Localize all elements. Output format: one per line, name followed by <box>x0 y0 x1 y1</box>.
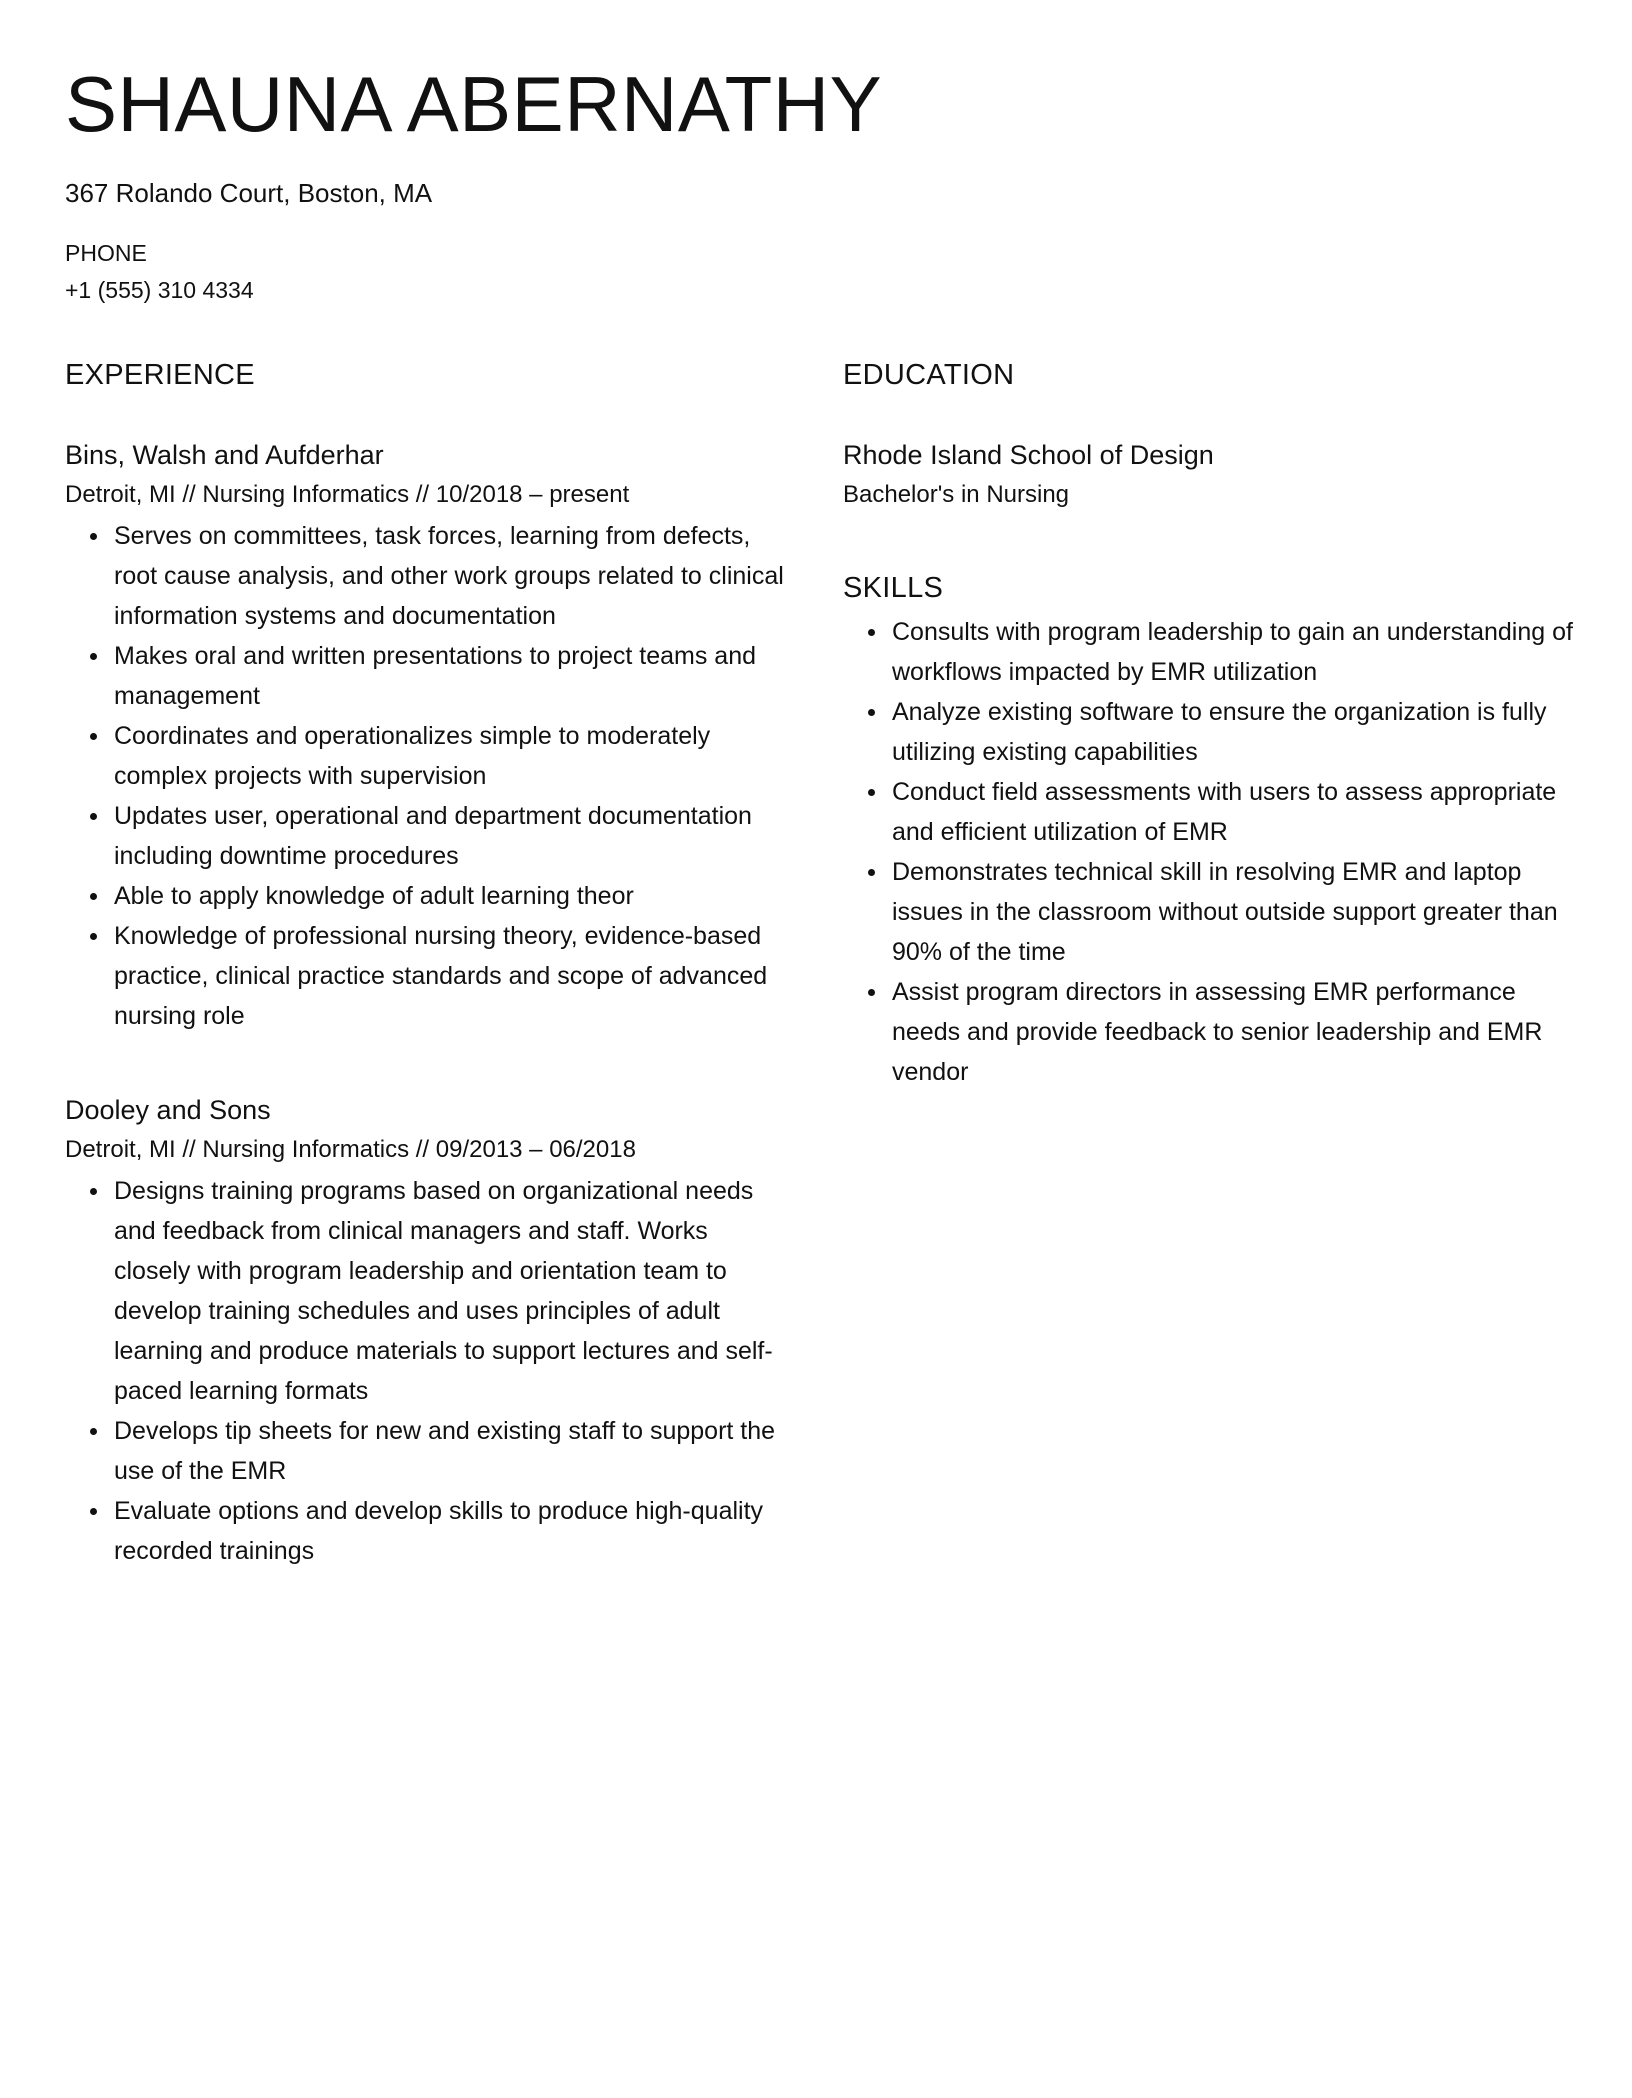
candidate-name: SHAUNA ABERNATHY <box>65 60 883 148</box>
list-item: Designs training programs based on organizational needs and feedback from clinical managers and staff. Works closely with program leadership and orientation team to develop training schedules and uses principles of adult learning and produce materials to support lectures and self-paced learning formats <box>65 1171 785 1411</box>
skills-list <box>843 612 1578 1092</box>
experience-heading: EXPERIENCE <box>65 359 255 391</box>
education-school: Rhode Island School of Design <box>843 440 1214 470</box>
list-item: Assist program directors in assessing EMR performance needs and provide feedback to senior leadership and EMR vendor <box>843 972 1578 1092</box>
job-bullets <box>65 1171 785 1571</box>
list-item: Demonstrates technical skill in resolving EMR and laptop issues in the classroom without outside support greater than 90% of the time <box>843 852 1578 972</box>
job-bullets <box>65 516 785 1036</box>
list-item: Coordinates and operationalizes simple to moderately complex projects with supervision <box>65 716 785 796</box>
job-company: Dooley and Sons <box>65 1095 271 1125</box>
job-meta: Detroit, MI // Nursing Informatics // 09/2013 – 06/2018 <box>65 1136 636 1163</box>
list-item: Analyze existing software to ensure the organization is fully utilizing existing capabilities <box>843 692 1578 772</box>
skills-heading: SKILLS <box>843 572 944 604</box>
list-item: Knowledge of professional nursing theory, evidence-based practice, clinical practice standards and scope of advanced nursing role <box>65 916 785 1036</box>
job-meta: Detroit, MI // Nursing Informatics // 10/2018 – present <box>65 481 630 508</box>
education-heading: EDUCATION <box>843 359 1015 391</box>
list-item: Evaluate options and develop skills to produce high-quality recorded trainings <box>65 1491 785 1571</box>
phone-label: PHONE <box>65 240 147 266</box>
experience-column <box>65 355 785 1571</box>
address: 367 Rolando Court, Boston, MA <box>65 178 433 208</box>
list-item: Updates user, operational and department documentation including downtime procedures <box>65 796 785 876</box>
list-item: Serves on committees, task forces, learning from defects, root cause analysis, and other work groups related to clinical information systems and documentation <box>65 516 785 636</box>
list-item: Consults with program leadership to gain an understanding of workflows impacted by EMR utilization <box>843 612 1578 692</box>
list-item: Able to apply knowledge of adult learning theor <box>65 876 785 916</box>
job-company: Bins, Walsh and Aufderhar <box>65 440 384 470</box>
education-degree: Bachelor's in Nursing <box>843 481 1070 508</box>
job-entry <box>65 1092 785 1571</box>
list-item: Conduct field assessments with users to assess appropriate and efficient utilization of EMR <box>843 772 1578 852</box>
phone-value: +1 (555) 310 4334 <box>65 277 254 303</box>
job-entry <box>65 437 785 1036</box>
education-entry <box>843 437 1578 512</box>
education-skills-column <box>843 355 1578 1092</box>
list-item: Makes oral and written presentations to project teams and management <box>65 636 785 716</box>
list-item: Develops tip sheets for new and existing staff to support the use of the EMR <box>65 1411 785 1491</box>
